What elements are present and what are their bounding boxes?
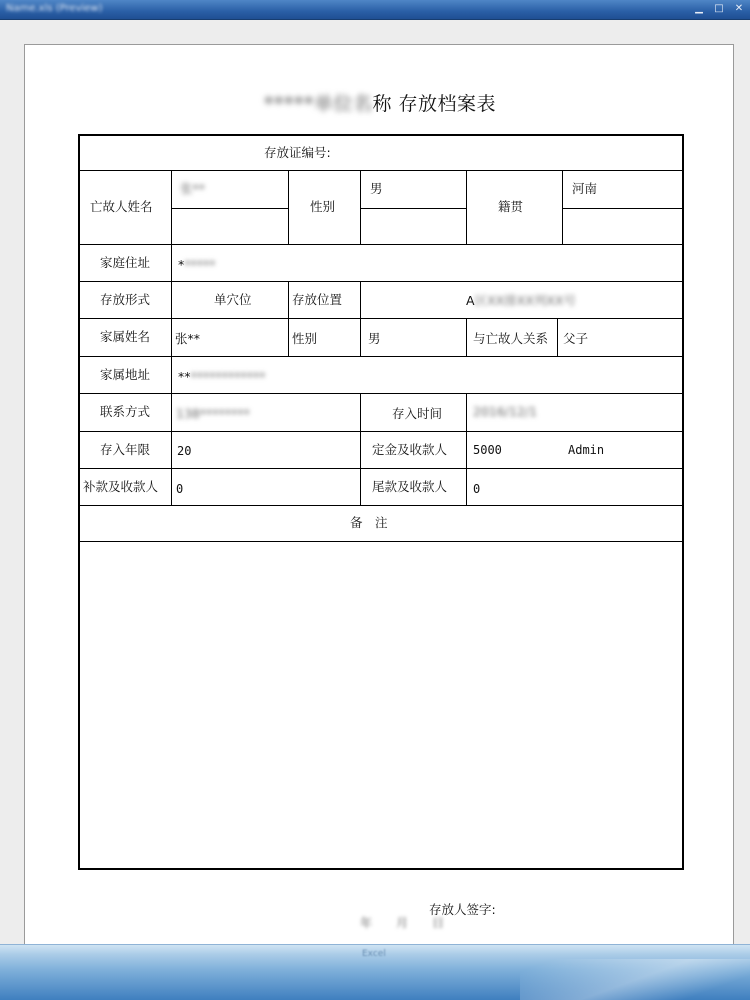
family-address-label: 家属地址 (100, 367, 151, 382)
archive-form-table (78, 134, 684, 870)
family-address-visible: ** (178, 369, 191, 384)
deceased-gender-value: 男 (370, 181, 383, 196)
deceased-name-label: 亡故人姓名 (90, 199, 153, 214)
window-titlebar (0, 0, 750, 20)
relation-label: 与亡故人关系 (473, 331, 549, 346)
close-icon[interactable]: ✕ (734, 3, 744, 14)
family-gender-label: 性别 (292, 331, 318, 346)
taskbar (0, 944, 750, 1000)
storage-time-label: 存入时间 (392, 406, 443, 421)
native-place-label: 籍贯 (498, 199, 524, 214)
deposit-receiver-value: Admin (568, 443, 605, 457)
maximize-icon[interactable]: □ (714, 3, 724, 14)
family-name-value: 张** (175, 331, 201, 346)
contact-value: 138******** (176, 406, 250, 421)
preview-area (0, 20, 750, 944)
document-title (25, 89, 735, 116)
home-address-label: 家庭住址 (100, 255, 151, 270)
remarks-area (80, 542, 682, 868)
title-blurred-prefix: *****单位名 (263, 93, 373, 115)
home-address-visible: * (178, 257, 185, 272)
remarks-label: 备 注 (350, 515, 388, 530)
family-name-label: 家属姓名 (100, 329, 151, 344)
native-place-value: 河南 (572, 181, 598, 196)
balance-amount-value: 0 (473, 482, 481, 496)
storage-location-value (466, 293, 576, 309)
storage-location-visible: A (466, 293, 475, 308)
balance-receiver-label: 尾款及收款人 (372, 479, 448, 494)
deposit-amount-value: 5000 (473, 443, 502, 457)
storage-form-value: 单穴位 (214, 292, 252, 307)
storage-form-label: 存放形式 (100, 292, 151, 307)
family-gender-value: 男 (368, 331, 381, 346)
window-title: Name.xls (Preview) (6, 3, 103, 14)
taskbar-label[interactable]: Excel (362, 949, 386, 959)
contact-label: 联系方式 (100, 404, 151, 419)
deceased-name-value: 张** (180, 181, 206, 196)
storage-years-label: 存入年限 (100, 442, 151, 457)
supplement-amount-value: 0 (176, 482, 184, 496)
family-address-blurred: ************ (190, 369, 266, 384)
deposit-receiver-label: 定金及收款人 (372, 442, 448, 457)
storage-location-blurred: 区XX排XX列XX号 (474, 293, 576, 308)
paper-page (24, 44, 734, 964)
gender-label: 性别 (310, 199, 336, 214)
storage-location-label: 存放位置 (292, 292, 343, 307)
relation-value: 父子 (563, 331, 589, 346)
storage-years-value: 20 (177, 444, 192, 458)
minimize-icon[interactable]: ▁ (695, 3, 703, 14)
family-address-value (178, 369, 266, 385)
supplement-receiver-label: 补款及收款人 (83, 479, 159, 494)
cert-no-label: 存放证编号: (264, 145, 331, 160)
taskbar-sheen (520, 959, 750, 1000)
storage-time-value: 2016/12/1 (473, 404, 538, 419)
title-text: 称 存放档案表 (372, 93, 497, 115)
home-address-blurred: ***** (184, 257, 216, 272)
home-address-value (178, 257, 216, 273)
date-line-cut: 年 月 日 (360, 916, 445, 930)
depositor-signature-label: 存放人签字: (429, 902, 496, 917)
